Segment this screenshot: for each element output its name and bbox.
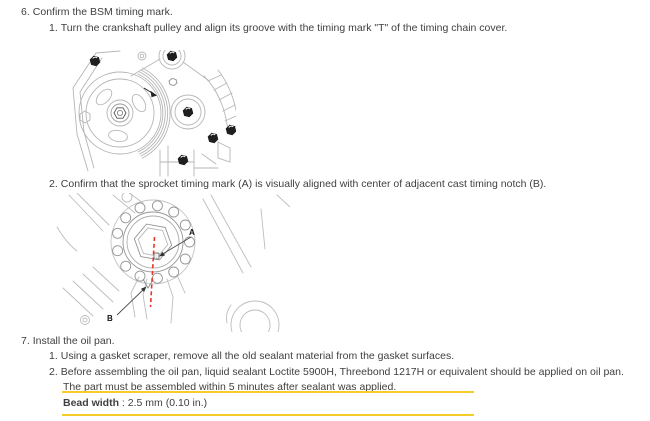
substep-text: Confirm that the sprocket timing mark (A) is visually aligned with center of adjacent cast timing notch (B). — [60, 178, 547, 190]
step-title-text: Confirm the BSM timing mark. — [32, 6, 173, 18]
substep-text: The part must be assembled within 5 minutes after sealant was applied. — [63, 381, 397, 393]
step-7-substep-1 — [49, 350, 454, 363]
substep-text: Turn the crankshaft pulley and align its groove with the timing mark "T" of the timing chain cover. — [60, 22, 508, 34]
figure-crankshaft-pulley-timing-mark — [68, 50, 236, 178]
step-7-title — [21, 335, 114, 348]
label-b-callout — [107, 287, 147, 324]
step-6-substep-1 — [49, 22, 507, 35]
substep-text: Using a gasket scraper, remove all the old sealant material from the gasket surfaces. — [60, 350, 455, 362]
substep-number: 1. — [49, 22, 58, 34]
step-number: 6. — [21, 6, 30, 18]
label-b: B — [107, 314, 113, 323]
step-number: 7. — [21, 335, 30, 347]
bead-width-callout — [62, 391, 474, 416]
bead-width-value: : 2.5 mm (0.10 in.) — [119, 397, 208, 409]
sprocket-timing-mark — [154, 253, 159, 259]
sprocket-line-art — [55, 193, 290, 332]
substep-number: 2. — [49, 178, 58, 190]
label-a: A — [189, 228, 195, 237]
step-6-substep-2 — [49, 178, 546, 191]
substep-number: 1. — [49, 350, 58, 362]
step-title-text: Install the oil pan. — [32, 335, 115, 347]
crankshaft-pulley-line-art — [68, 50, 236, 178]
figure-sprocket-timing-alignment — [55, 193, 290, 332]
step-7-substep-2 — [49, 366, 624, 379]
substep-number: 2. — [49, 366, 58, 378]
substep-text: Before assembling the oil pan, liquid sealant Loctite 5900H, Threebond 1217H or equivalent should be applied on oil pan. — [60, 366, 624, 378]
step-6-title — [21, 6, 173, 19]
bead-width-label: Bead width — [63, 397, 120, 409]
